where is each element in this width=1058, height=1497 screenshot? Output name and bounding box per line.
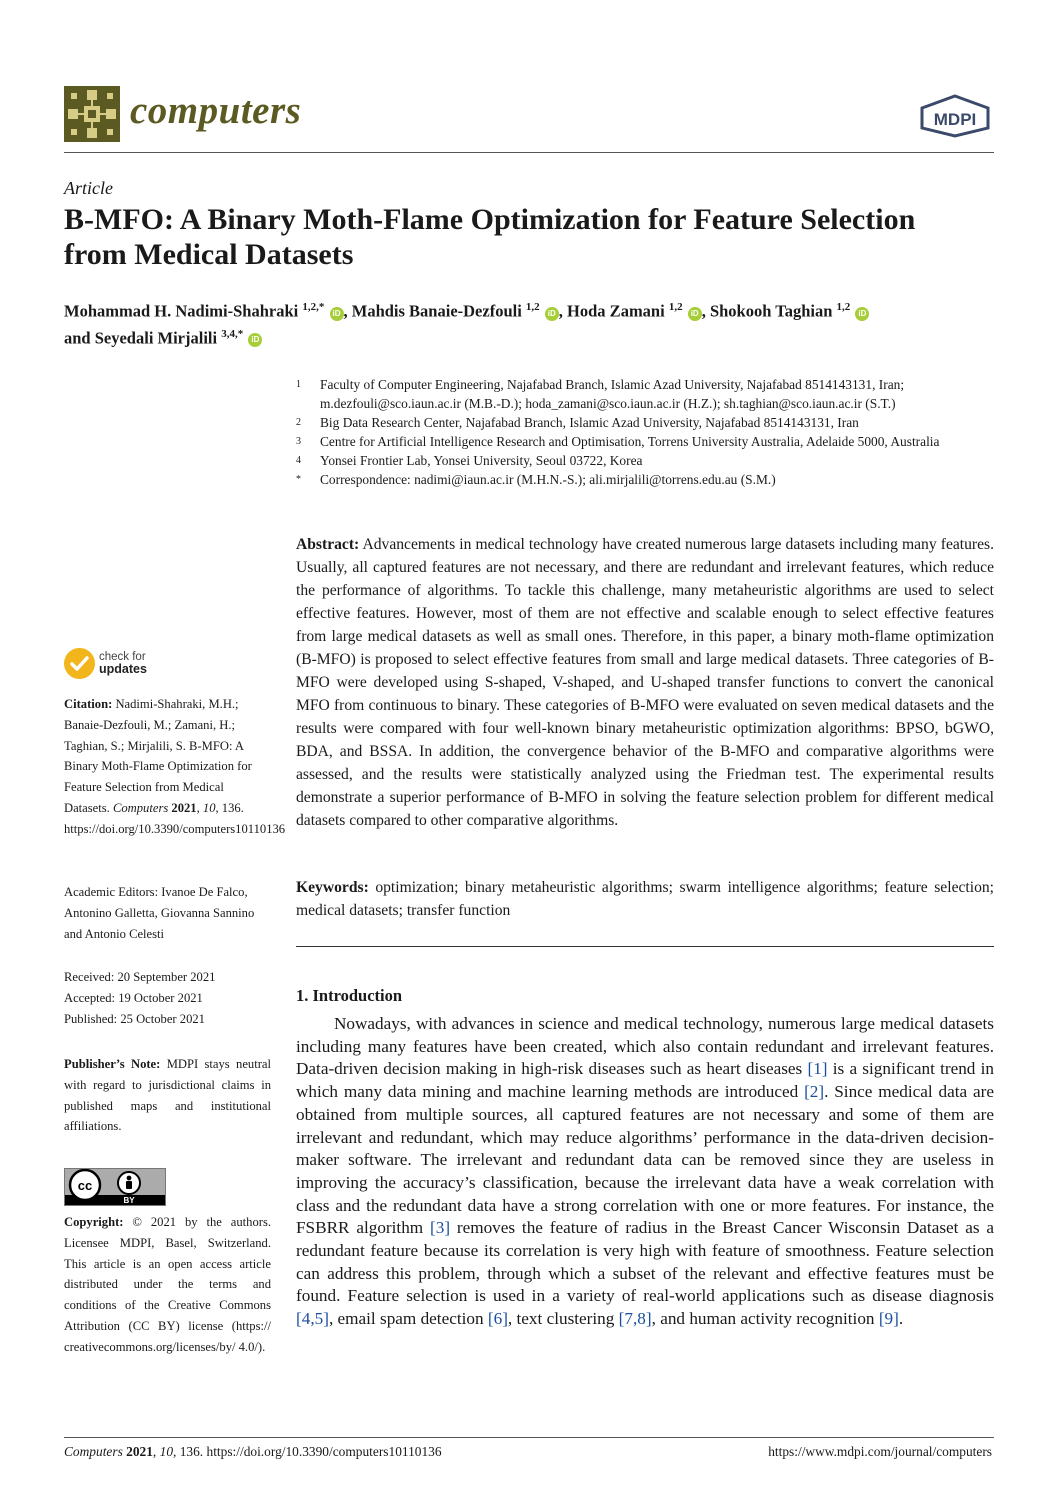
license-badge-text: BY [123, 1196, 135, 1205]
header-divider [64, 152, 994, 153]
citation-journal: Computers [112, 800, 169, 815]
check-for-updates-icon[interactable] [64, 648, 95, 679]
check-for-updates-button[interactable] [99, 651, 147, 675]
journal-logo-icon [64, 86, 120, 142]
affiliation-text: Faculty of Computer Engineering, Najafabad Branch, Islamic Azad University, Najafabad 8514143131, Iran; m.dezfouli@sco.iaun.ac.ir (M.B.-D.); hoda_zamani@sco.iaun.ac.ir (H.Z.); sh.taghian@sco.iaun.ac.ir (S.T.) [320, 377, 905, 411]
citation-label: Citation: [64, 697, 113, 711]
reference-link[interactable]: [9] [878, 1309, 899, 1329]
footer-volume: 10 [159, 1444, 174, 1459]
reference-link[interactable]: [3] [430, 1218, 451, 1238]
footer-journal-url[interactable]: https://www.mdpi.com/journal/computers [768, 1444, 992, 1459]
keywords-label: Keywords: [296, 879, 369, 896]
abstract-text: Advancements in medical technology have created numerous large datasets including many features. Usually, all captured features are not necessary, and there are redundant and irrelevant features, which reduce the performance of algorithms. To tackle this challenge, many metaheuristic algorithms are used to select effective features. However, most of them are not effective and scalable enough to select effective features from large medical datasets as well as small ones. Therefore, in this paper, a binary moth-flame optimization (B-MFO) is proposed to select effective features from small and large medical datasets. Three categories of B-MFO were developed using S-shaped, V-shaped, and U-shaped transfer functions to convert the canonical MFO from continuous to binary. These categories of B-MFO were evaluated on seven medical datasets and the results were compared with four well-known binary metaheuristic optimization algorithms: BPSO, bGWO, BDA, and BSSA. In addition, the convergence behavior of the B-MFO and comparative algorithms were assessed, and the results were statistically analyzed using the Friedman test. The experimental results demonstrate a superior performance of B-MFO in solving the feature selection problem for different medical datasets compared to other comparative algorithms. [296, 536, 994, 829]
author-list: Mohammad H. Nadimi-Shahraki $^{1,2,*}$ iD , Mahdis Banaie-Dezfouli $^{1,2}$ iD , Hoda Zamani $^{1,2}$ iD , Shokooh Taghian $^{1,2}$ iD and Seyedali Mirjalili $^{3,4,*}$ iD [64, 296, 994, 349]
affiliations [296, 375, 996, 489]
journal-name: computers [130, 89, 302, 132]
citation-year: 2021 [171, 800, 197, 815]
academic-editors: Academic Editors: Ivanoe De Falco, Antonino Galletta, Giovanna Sannino and Antonio Celesti [64, 885, 255, 941]
article-title: B-MFO: A Binary Moth-Flame Optimization for Feature Selection from Medical Datasets [64, 203, 916, 271]
citation-text: Nadimi-Shahraki, M.H.; Banaie-Dezfouli, M.; Zamani, H.; Taghian, S.; Mirjalili, S. B-MFO: A Binary Moth-Flame Optimization for Feature Selection from Medical Datasets. [64, 697, 252, 815]
author-name: Shokooh Taghian [709, 301, 833, 321]
orcid-icon[interactable]: iD [248, 333, 262, 347]
affiliation-mark: 4 [296, 455, 301, 466]
citation-rest: , 136. https://doi.org/10.3390/computers10110136 [64, 800, 286, 836]
published-date: Published: 25 October 2021 [64, 1011, 205, 1026]
affiliation-item [296, 451, 996, 470]
intro-text: . Since medical data are obtained from multiple sources, all captured features are not necessary and some of them are irrelevant and redundant, which may reduce algorithms’ performance in the data-driven decision-maker software. The irrelevant and redundant data can be removed since they are useless in improving the accuracy’s classification, because the irrelevant data have a weak correlation with class and the redundant data have a strong correlation with one or more features. For instance, the FSBRR algorithm [296, 1082, 994, 1238]
footer-year: 2021 [126, 1444, 153, 1459]
received-date: Received: 20 September 2021 [64, 970, 216, 984]
publisher-note-label: Publisher’s Note: [64, 1057, 161, 1071]
affiliation-text: Correspondence: nadimi@iaun.ac.ir (M.H.N.-S.); ali.mirjalili@torrens.edu.au (S.M.) [320, 472, 776, 487]
intro-text: Nowadays, with advances in science and medical technology, numerous large medical datasets including many features have been created, which also contain redundant and irrelevant features. Data-driven decision making in high-risk diseases such as heart diseases [296, 1014, 994, 1079]
publisher-note-text: MDPI stays neutral with regard to jurisdictional claims in published maps and institutional affiliations. [64, 1057, 271, 1134]
orcid-icon[interactable]: iD [688, 307, 702, 321]
affiliation-item [296, 432, 996, 451]
reference-link[interactable]: [2] [804, 1082, 825, 1102]
affiliation-item [296, 470, 996, 489]
keywords [296, 876, 994, 922]
orcid-icon[interactable]: iD [330, 307, 344, 321]
affiliation-mark: 3 [296, 436, 301, 447]
footer-divider [64, 1437, 994, 1438]
cc-by-license-badge[interactable] [64, 1168, 166, 1206]
intro-text: , text clustering [507, 1309, 619, 1329]
publisher-note [64, 1054, 271, 1137]
affiliation-mark: 1 [296, 379, 301, 390]
reference-link[interactable]: [7,8] [618, 1309, 652, 1329]
author-affiliation-marks: 1,2 [525, 301, 540, 313]
intro-text: is a significant trend in which many data mining and machine learning methods are introduced [296, 1059, 994, 1102]
affiliation-mark: * [296, 474, 301, 485]
affiliation-text: Big Data Research Center, Najafabad Branch, Islamic Azad University, Najafabad 8514143131, Iran [320, 415, 859, 430]
intro-text: , and human activity recognition [651, 1309, 879, 1329]
footer-citation: Computers 2021, 10, 136. https://doi.org/10.3390/computers10110136 [64, 1444, 442, 1459]
citation-volume: 10 [202, 800, 216, 815]
abstract-label: Abstract: [296, 536, 360, 553]
intro-text: , email spam detection [328, 1309, 488, 1329]
affiliation-text: Centre for Artificial Intelligence Research and Optimisation, Torrens University Australia, Adelaide 5000, Australia [320, 434, 940, 449]
author-affiliation-marks: 1,2 [836, 301, 851, 313]
affiliation-text: Yonsei Frontier Lab, Yonsei University, Seoul 03722, Korea [320, 453, 643, 468]
abstract-divider [296, 946, 994, 947]
footer-doi[interactable]: , 136. https://doi.org/10.3390/computers10110136 [173, 1444, 442, 1459]
orcid-icon[interactable]: iD [545, 307, 559, 321]
intro-text: removes the feature of radius in the Breast Cancer Wisconsin Dataset as a redundant feature because its correlation is very high with feature of smoothness. Feature selection can address this problem, through which a subset of the relevant and effective features must be found. Feature selection is used in a variety of real-world applications such as disease diagnosis [296, 1218, 995, 1306]
copyright-text: © 2021 by the authors. Licensee MDPI, Basel, Switzerland. This article is an open access article distributed under the terms and conditions of the Creative Commons Attribution (CC BY) license (https:// creativecommons.org/licenses/by/ 4.0/). [64, 1215, 271, 1354]
abstract [296, 533, 994, 832]
citation-block: Citation: Nadimi-Shahraki, M.H.; Banaie-Dezfouli, M.; Zamani, H.; Taghian, S.; Mirjalili, S. B-MFO: A Binary Moth-Flame Optimization for Feature Selection from Medical Datasets. Computers 2021, 10, 136. https://doi.org/10.3390/computers10110136 [64, 697, 286, 836]
author-conjunction: and [64, 328, 91, 347]
section-heading: 1. Introduction [296, 986, 403, 1005]
footer-journal: Computers [64, 1444, 123, 1459]
publication-dates [64, 967, 271, 1029]
affiliation-mark: 2 [296, 417, 301, 428]
accepted-date: Accepted: 19 October 2021 [64, 990, 203, 1005]
reference-link[interactable]: [1] [807, 1059, 828, 1079]
affiliation-item [296, 375, 996, 413]
author-name: Mohammad H. Nadimi-Shahraki [64, 301, 299, 321]
orcid-icon[interactable]: iD [855, 307, 869, 321]
author-affiliation-marks: 1,2,* [302, 301, 325, 313]
author-name: Seyedali Mirjalili [94, 328, 218, 347]
intro-text: . [898, 1309, 904, 1329]
svg-text:cc: cc [77, 1178, 93, 1193]
author-affiliation-marks: 3,4,* [221, 327, 244, 340]
reference-link[interactable]: [6] [487, 1309, 508, 1329]
mdpi-logo-text: MDPI [933, 110, 977, 129]
copyright-block [64, 1212, 271, 1358]
check-updates-line2: updates [99, 662, 147, 676]
intro-paragraph [296, 1013, 994, 1331]
reference-link[interactable]: [4,5] [296, 1309, 329, 1329]
mdpi-logo-icon [918, 94, 992, 138]
author-name: Hoda Zamani [567, 301, 665, 321]
affiliation-item [296, 413, 996, 432]
copyright-label: Copyright: [64, 1215, 124, 1229]
check-updates-line1: check for [99, 651, 146, 663]
author-name: Mahdis Banaie-Dezfouli [351, 301, 522, 321]
keywords-text: optimization; binary metaheuristic algorithms; swarm intelligence algorithms; feature selection; medical datasets; transfer function [296, 879, 994, 919]
article-type: Article [64, 178, 113, 198]
author-affiliation-marks: 1,2 [668, 301, 683, 313]
